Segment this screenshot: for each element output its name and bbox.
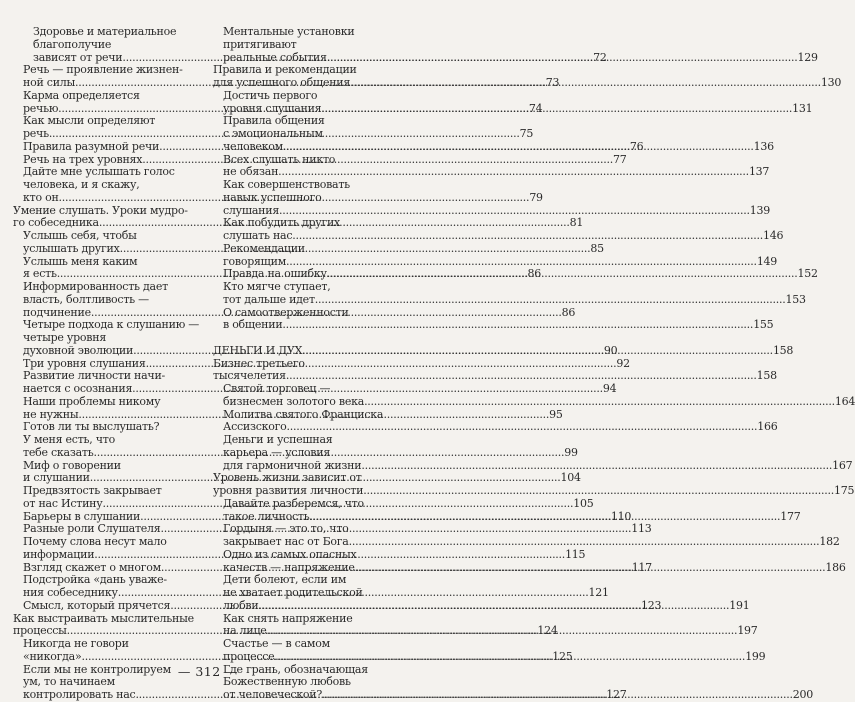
toc-leader-dots — [321, 103, 792, 116]
toc-entry-title: бизнесмен золотого века — [223, 394, 365, 408]
toc-entry-title: ум, то начинаем — [23, 675, 115, 689]
toc-leader-dots — [274, 651, 745, 664]
toc-entry-title: Молитва святого Франциска — [223, 407, 384, 421]
toc-entry-title: ДЕНЬГИ И ДУХ — [213, 343, 303, 357]
toc-entry — [213, 447, 408, 460]
toc-entry-title: Три уровня слушания — [23, 356, 146, 370]
toc-entry-title: Кто мягче ступает, — [223, 280, 331, 293]
toc-entry-title: Предвзятость закрывает — [23, 484, 162, 497]
toc-entry-title: Речь на трех уровнях — [23, 152, 143, 166]
toc-entry — [213, 39, 408, 52]
toc-entry-title: уровня слушания — [223, 101, 322, 115]
toc-entry-page: 99 — [564, 445, 578, 459]
toc-entry-page: 175 — [833, 484, 855, 497]
toc-entry-title: речью — [23, 101, 59, 115]
toc-entry-title: Правила разумной речи — [23, 139, 160, 153]
toc-entry-page: 158 — [772, 343, 794, 357]
toc-entry — [213, 549, 408, 562]
toc-entry-page: 199 — [745, 649, 766, 663]
toc-entry-page: 77 — [612, 152, 627, 166]
toc-spacer — [213, 332, 408, 345]
toc-entry-title: с эмоциональным — [223, 127, 323, 140]
toc-entry — [213, 434, 408, 447]
toc-entry-title: Смысл, который прячется — [23, 598, 171, 612]
toc-entry-title: тебе сказать — [23, 445, 94, 459]
toc-entry — [13, 281, 208, 294]
toc-entry — [213, 90, 408, 103]
toc-entry-title: Взгляд скажет о многом — [23, 560, 161, 574]
toc-leader-dots — [349, 536, 820, 549]
toc-entry-page: 197 — [737, 624, 758, 638]
toc-entry-title: Рекомендации — [223, 241, 305, 255]
toc-entry-title: Правила общения — [223, 114, 325, 128]
toc-entry-title: не хватает родительской — [223, 586, 363, 599]
toc-entry-page: 117 — [631, 560, 652, 574]
toc-entry-page: 136 — [753, 139, 774, 153]
toc-entry-page: 129 — [797, 50, 818, 64]
toc-entry-title: ния собеседнику — [23, 586, 118, 599]
toc-entry — [213, 281, 408, 294]
toc-entry-title: О самоотверженности — [223, 305, 349, 319]
toc-entry — [213, 128, 408, 141]
toc-entry — [13, 230, 208, 243]
toc-entry-page: 167 — [832, 458, 853, 472]
toc-entry-page: 139 — [749, 203, 771, 217]
toc-entry-page: 74 — [528, 101, 543, 115]
toc-entry-title: ной силы — [23, 76, 76, 89]
toc-entry — [213, 394, 855, 409]
toc-entry-title: Бизнес третьего — [213, 356, 305, 370]
toc-entry-title: Наши проблемы никому — [23, 394, 161, 408]
toc-entry-title: Где грань, обозначающая — [223, 662, 368, 676]
toc-entry-page: 125 — [552, 649, 573, 663]
toc-entry — [13, 638, 208, 651]
toc-entry-title: Услышь себя, чтобы — [23, 229, 137, 242]
toc-entry — [13, 179, 208, 192]
toc-entry-title: процессы — [13, 624, 67, 638]
toc-entry-title: Давайте разберемся, что — [223, 496, 364, 510]
toc-entry-page: 79 — [529, 190, 543, 204]
toc-entry — [213, 229, 784, 243]
toc-entry — [13, 332, 208, 345]
toc-entry — [213, 383, 408, 396]
toc-entry-page: 92 — [616, 356, 630, 370]
toc-entry-page: 113 — [631, 522, 652, 536]
toc-entry-title: благополучие — [33, 37, 112, 51]
toc-entry-title: качеств — напряжение — [223, 560, 355, 574]
toc-entry-title: Ментальные установки — [223, 25, 355, 38]
toc-entry-page: 186 — [825, 560, 846, 574]
toc-entry-page: 164 — [834, 394, 855, 408]
toc-entry-title: го собеседника — [13, 216, 99, 230]
toc-entry-page: 149 — [756, 254, 778, 268]
toc-entry-title: Одно из самых опасных — [223, 547, 357, 561]
toc-entry-title: закрывает нас от Бога — [223, 535, 349, 548]
toc-entry-title: четыре уровня — [23, 331, 107, 344]
toc-entry-title: такое личность — [223, 509, 310, 523]
toc-entry-title: тысячелетия — [213, 369, 286, 383]
toc-leader-dots — [292, 230, 763, 243]
toc-entry-title: Правда на ошибку — [223, 267, 327, 281]
toc-entry-title: карьера — условия — [223, 445, 331, 459]
toc-entry-title: от нас Истину — [23, 496, 103, 510]
toc-entry-title: контролировать нас — [23, 688, 136, 701]
toc-leader-dots — [327, 268, 798, 281]
toc-leader-dots — [364, 396, 835, 409]
toc-entry — [13, 26, 208, 39]
toc-entry-title: Божественную любовь — [223, 675, 351, 689]
page-number: — 312 — — [177, 664, 239, 679]
toc-entry-title: и слушании — [23, 471, 90, 485]
toc-entry-page: 86 — [561, 305, 576, 319]
toc-entry-title: Ассизского — [223, 420, 287, 434]
toc-entry-title: на лице — [223, 624, 267, 638]
toc-entry-page: 153 — [785, 292, 806, 306]
toc-entry — [213, 243, 408, 256]
toc-leader-dots — [267, 625, 738, 638]
toc-entry — [213, 292, 806, 307]
toc-entry-title: зависят от речи — [33, 50, 123, 64]
toc-entry-title: говорящим — [223, 254, 287, 268]
toc-entry-page: 200 — [792, 688, 813, 701]
toc-entry — [13, 90, 208, 103]
toc-entry-title: нается с осознания — [23, 382, 133, 395]
toc-entry-page: 110 — [610, 509, 632, 523]
toc-entry-page: 127 — [606, 688, 627, 701]
toc-entry-title: Никогда не говори — [23, 637, 129, 650]
toc-entry-title: духовной эволюции — [23, 343, 134, 357]
toc-entry-title: Гордыня — это то, что — [223, 522, 349, 536]
toc-entry — [213, 318, 774, 332]
toc-entry-title: Как мысли определяют — [23, 114, 156, 128]
toc-entry-title: притягивают — [223, 37, 297, 51]
toc-entry-title: Разные роли Слушателя — [23, 522, 161, 536]
toc-entry-title: Барьеры в слушании — [23, 509, 141, 523]
toc-entry-title: в общении — [223, 318, 283, 332]
toc-entry-title: Как снять напряжение — [223, 611, 353, 625]
toc-entry-page: 123 — [641, 598, 662, 612]
toc-entry-title: речь — [23, 127, 49, 140]
toc-entry-page: 104 — [560, 471, 581, 485]
toc-leader-dots — [302, 345, 773, 358]
toc-entry-title: Всех слушать никто — [223, 152, 336, 166]
toc-entry-title: не нужны — [23, 407, 79, 421]
toc-leader-dots — [282, 319, 753, 332]
toc-entry-title: Почему слова несут мало — [23, 535, 167, 548]
toc-entry-page: 73 — [545, 76, 560, 89]
toc-entry-title: Дайте мне услышать голос — [23, 165, 175, 179]
toc-entry-page: 130 — [820, 76, 842, 89]
toc-entry-title: процессе — [223, 649, 275, 663]
toc-entry-title: кто он — [23, 190, 59, 204]
toc-entry-title: Уровень жизни зависит от — [213, 471, 362, 485]
toc-entry-page: 121 — [588, 586, 609, 599]
toc-entry-title: У меня есть, что — [23, 433, 115, 446]
toc-leader-dots — [322, 689, 793, 702]
toc-entry-title: Услышь меня каким — [23, 254, 138, 268]
toc-entry — [213, 498, 408, 511]
toc-entry-page: 76 — [629, 139, 644, 153]
toc-entry-page: 94 — [602, 382, 617, 395]
toc-entry-page: 182 — [819, 535, 840, 548]
toc-entry — [213, 587, 408, 600]
toc-entry-title: Дети болеют, если им — [223, 573, 347, 587]
toc-entry-title: я есть — [23, 267, 57, 281]
toc-leader-dots — [361, 460, 832, 473]
toc-entry-title: Подстройка «дань уваже- — [23, 573, 167, 587]
toc-entry-title: власть, болтливость — — [23, 292, 149, 306]
toc-entry — [13, 434, 208, 447]
toc-entry-title: тот дальше идет — [223, 292, 315, 306]
toc-entry-page: 137 — [748, 165, 770, 179]
toc-entry-title: для успешного общения — [213, 76, 351, 89]
toc-entry-title: информации — [23, 547, 95, 561]
toc-entry-page: 115 — [565, 547, 586, 561]
toc-entry-page: 90 — [603, 343, 618, 357]
toc-leader-dots — [350, 77, 821, 90]
toc-entry-title: Как побудить других — [223, 216, 341, 230]
toc-entry-title: любви — [223, 598, 259, 612]
toc-entry-title: Здоровье и материальное — [33, 25, 177, 38]
toc-entry — [13, 39, 208, 52]
toc-entry-page: 81 — [569, 216, 584, 230]
toc-entry-title: от человеческой? — [223, 688, 322, 701]
toc-entry-title: Готов ли ты выслушать? — [23, 420, 160, 434]
toc-entry-title: подчинение — [23, 305, 91, 319]
toc-entry-title: уровня развития личности — [213, 484, 364, 497]
toc-entry-title: услышать других — [23, 241, 120, 255]
toc-entry-page: 72 — [593, 50, 607, 64]
toc-leader-dots — [283, 141, 754, 154]
toc-entry-page: 146 — [763, 229, 784, 242]
toc-entry-title: не обязан — [223, 165, 279, 179]
toc-leader-dots — [363, 485, 834, 498]
toc-entry-title: Правила и рекомендации — [213, 63, 357, 77]
toc-leader-dots — [309, 511, 780, 524]
toc-entry — [213, 638, 408, 651]
toc-entry-title: Как совершенствовать — [223, 178, 350, 191]
toc-leader-dots — [355, 562, 826, 575]
toc-entry-page: 166 — [757, 420, 778, 434]
toc-entry — [13, 485, 208, 498]
toc-leader-dots — [286, 370, 757, 383]
toc-entry-page: 152 — [797, 267, 818, 281]
toc-entry-page: 131 — [792, 101, 813, 115]
toc-entry-page: 75 — [519, 127, 534, 140]
toc-entry-title: Достичь первого — [223, 88, 318, 102]
toc-leader-dots — [315, 294, 786, 307]
toc-entry-title: Развитие личности начи- — [23, 369, 165, 383]
toc-entry-title: Четыре подхода к слушанию — — [23, 318, 200, 332]
toc-entry-page: 191 — [729, 598, 750, 612]
toc-entry — [213, 26, 408, 39]
toc-entry-title: Миф о говорении — [23, 458, 121, 472]
toc-entry-title: Счастье — в самом — [223, 637, 330, 650]
toc-entry — [13, 536, 208, 549]
toc-entry-page: 155 — [753, 318, 774, 332]
toc-entry-title: реальные события — [223, 50, 327, 64]
toc-entry-title: «никогда» — [23, 649, 82, 663]
toc-entry-title: Умение слушать. Уроки мудро- — [13, 203, 188, 217]
toc-entry-title: навык успешного — [223, 190, 322, 204]
toc-entry-title: Информированность дает — [23, 280, 168, 293]
toc-entry-title: слушать нас — [223, 229, 293, 242]
toc-leader-dots — [327, 52, 798, 65]
toc-entry-title: Как выстраивать мыслительные — [13, 611, 194, 625]
toc-entry-title: человека, и я скажу, — [23, 178, 140, 191]
toc-entry-title: Карма определяется — [23, 88, 140, 102]
toc-entry — [213, 535, 840, 549]
toc-entry-title: Деньги и успешная — [223, 433, 333, 446]
toc-entry-title: Речь — проявление жизнен- — [23, 63, 183, 77]
toc-leader-dots — [287, 421, 758, 434]
toc-entry — [213, 179, 408, 192]
toc-entry-title: Святой торговец — — [223, 382, 331, 395]
toc-entry-page: 86 — [527, 267, 541, 281]
toc-entry — [13, 396, 208, 409]
toc-entry-page: 177 — [780, 509, 801, 523]
toc-entry — [13, 294, 208, 307]
toc-entry-title: Если мы не контролируем — [23, 662, 171, 676]
toc-entry-page: 124 — [537, 624, 558, 638]
toc-entry — [213, 484, 855, 498]
toc-entry-page: 85 — [590, 241, 604, 255]
toc-entry-title: человеком — [223, 139, 283, 153]
toc-entry-page: 95 — [549, 407, 563, 421]
toc-entry-title: для гармоничной жизни — [223, 458, 362, 472]
toc-entry — [213, 192, 408, 205]
toc-leader-dots — [258, 600, 729, 613]
toc-entry-page: 105 — [573, 496, 594, 510]
toc-leader-dots — [279, 205, 750, 218]
toc-entry-title: слушания — [223, 203, 280, 217]
toc-entry-page: 158 — [756, 369, 777, 383]
